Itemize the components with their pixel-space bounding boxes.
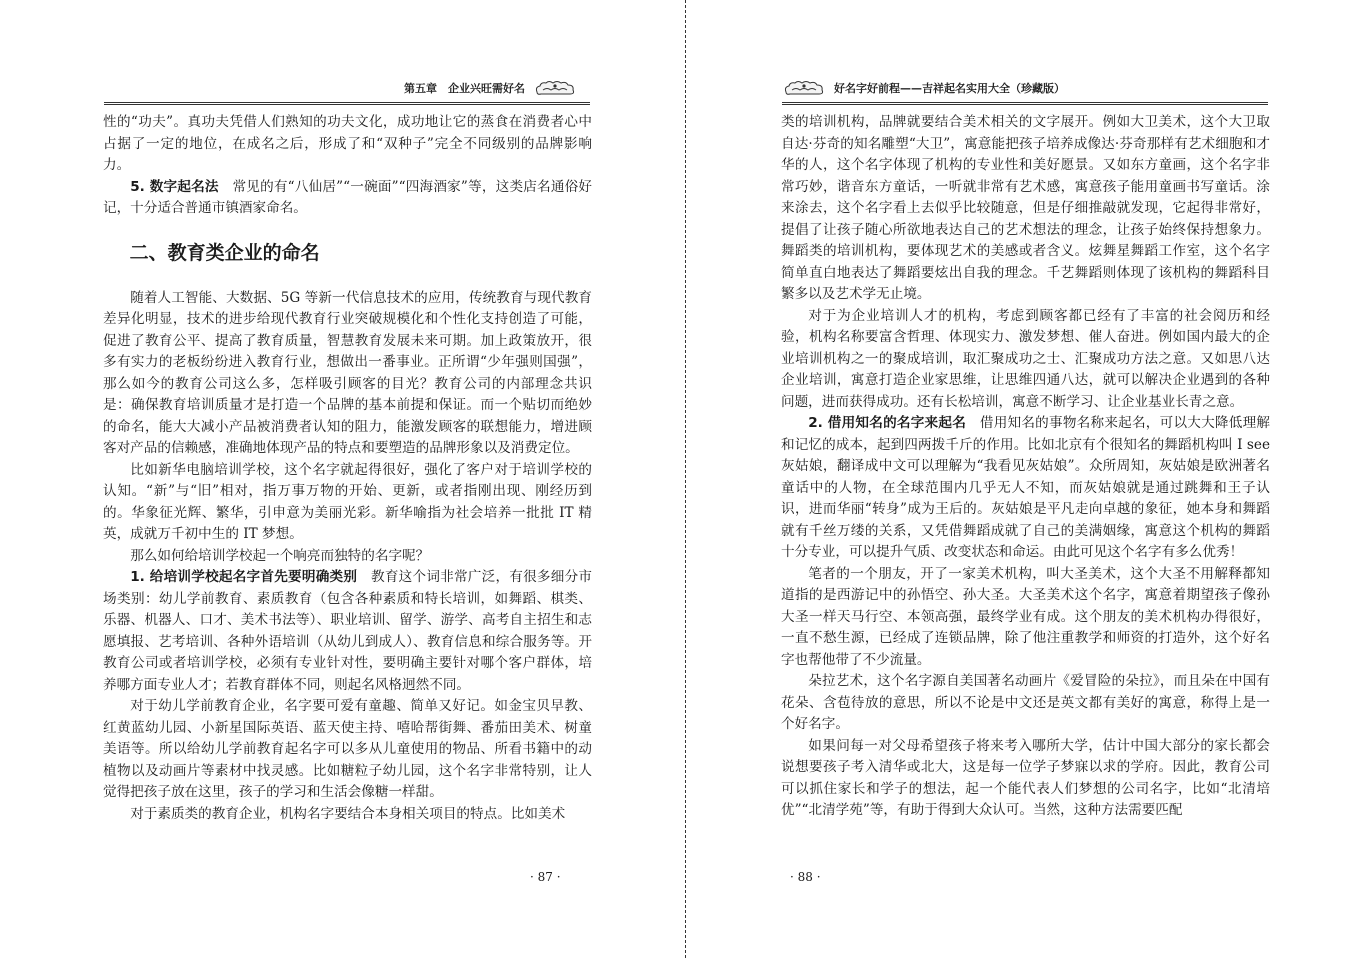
paragraph: 朵拉艺术，这个名字源自美国著名动画片《爱冒险的朵拉》，而且朵在中国有花朵、含苞待放的意思，所以不论是中文还是英文都有美好的寓意，称得上是一个好名字。 <box>781 673 1270 732</box>
paragraph: 笔者的一个朋友，开了一家美术机构，叫大圣美术，这个大圣不用解释都知道指的是西游记中的孙悟空、孙大圣。大圣美术这个名字，寓意着期望孩子像孙大圣一样天马行空、本领高强，最终学业有成。这个朋友的美术机构办得很好，一直不愁生源，已经成了连锁品牌，除了他注重教学和师资的打造外，这个好名字也帮他带了不少流量。 <box>781 565 1270 668</box>
page-number-right: · 88 · <box>790 870 821 884</box>
running-head-right <box>782 78 1065 98</box>
paragraph: 1. 给培训学校起名字首先要明确类别 教育这个词非常广泛，有很多细分市场类别：幼儿学前教育、素质教育（包含各种素质和特长培训，如舞蹈、棋类、乐器、机器人、口才、美术书法等）、职业培训、留学、游学、高考自主招生和志愿填报、艺考培训、各种外语培训（从幼儿到成人）、教育信息和综合服务等。开教育公司或者培训学校，必须有专业针对性，要明确主要针对哪个客户群体，培养哪方面专业人才；若教育群体不同，则起名风格迥然不同。 <box>103 569 593 693</box>
paragraph: 那么如何给培训学校起一个响亮而独特的名字呢？ <box>130 547 430 564</box>
paragraph: 比如新华电脑培训学校，这个名字就起得很好，强化了客户对于培训学校的认知。“新”与“旧”相对，指万事万物的开始、更新，或者指刚出现、刚经历到的。华象征光辉、繁华，引申意为美丽光彩。新华喻指为社会培养一批批 IT 精英，成就万千初中生的 IT 梦想。 <box>103 461 592 542</box>
running-head-left <box>404 78 577 98</box>
running-head-left-text: 第五章 企业兴旺需好名 <box>404 82 525 95</box>
paragraph: 对于幼儿学前教育企业，名字要可爱有童趣、简单又好记。如金宝贝早教、红黄蓝幼儿园、小新星国际英语、蓝天使主持、嘻哈帮街舞、番茄田美术、树童美语等。所以给幼儿学前教育起名字可以多从儿童使用的物品、所看书籍中的动植物以及动画片等素材中找灵感。比如糖粒子幼儿园，这个名字非常特别，让人觉得把孩子放在这里，孩子的学习和生活会像糖一样甜。 <box>103 698 592 800</box>
section-heading: 二、教育类企业的命名 <box>129 241 320 264</box>
header-rule <box>782 102 1268 105</box>
paragraph: 性的“功夫”。真功夫凭借人们熟知的功夫文化，成功地让它的蒸食在消费者心中占据了一定的地位，在成名之后，形成了和“双种子”完全不同级别的品牌影响力。 <box>103 114 592 173</box>
paragraph: 如果问每一对父母希望孩子将来考入哪所大学，估计中国大部分的家长都会说想要孩子考入清华或北大，这是每一位学子梦寐以求的学府。因此，教育公司可以抓住家长和学子的想法，起一个能代表人们梦想的公司名字，比如“北清培优”“北清学苑”等，有助于得到大众认可。当然，这种方法需要匹配 <box>781 737 1270 818</box>
paragraph: 对于素质类的教育企业，机构名字要结合本身相关项目的特点。比如美术 <box>130 805 566 822</box>
left-body-text <box>103 112 592 825</box>
cloud-ornament-icon <box>533 79 577 97</box>
paragraph-lead: 1. 给培训学校起名字首先要明确类别 <box>130 569 358 585</box>
paragraph: 5. 数字起名法 常见的有“八仙居”“一碗面”“四海酒家”等，这类店名通俗好记，十分适合普通市镇酒家命名。 <box>103 178 592 216</box>
running-head-right-text: 好名字好前程——吉祥起名实用大全（珍藏版） <box>834 82 1065 95</box>
paragraph: 类的培训机构，品牌就要结合美术相关的文字展开。例如大卫美术，这个大卫取自达·芬奇的知名雕塑“大卫”，寓意能把孩子培养成像达·芬奇那样有艺术细胞和才华的人，这个名字体现了机构的专业性和美好愿景。又如东方童画，这个名字非常巧妙，谐音东方童话，一听就非常有艺术感，寓意孩子能用童画书写童话。涂来涂去，这个名字看上去似乎比较随意，但是仔细推敲就发现，它起得非常好，提倡了让孩子随心所欲地表达自己的艺术想法的理念，让孩子始终保持想象力。舞蹈类的培训机构，要体现艺术的美感或者含义。炫舞星舞蹈工作室，这个名字简单直白地表达了舞蹈要炫出自我的理念。千艺舞蹈则体现了该机构的舞蹈科目繁多以及艺术学无止境。 <box>781 114 1270 302</box>
paragraph-lead: 5. 数字起名法 <box>130 178 219 195</box>
paragraph: 2. 借用知名的名字来起名 借用知名的事物名称来起名，可以大大降低理解和记忆的成本，起到四两拨千斤的作用。比如北京有个很知名的舞蹈机构叫 I see 灰姑娘，翻译成中文可以理解为“我看见灰姑娘”。众所周知，灰姑娘是欧洲著名童话中的人物，在全球范围内几乎无人不知，而灰姑娘就是通过跳舞和王子认识，进而华丽“转身”成为王后的。灰姑娘是平凡走向卓越的象征，她本身和舞蹈就有千丝万缕的关系，又凭借舞蹈成就了自己的美满姻缘，寓意这个机构的舞蹈十分专业，可以提升气质、改变状态和命运。由此可见这个名字有多么优秀！ <box>781 415 1270 560</box>
cloud-ornament-icon <box>782 79 826 97</box>
header-rule <box>104 102 590 105</box>
paragraph: 随着人工智能、大数据、5G 等新一代信息技术的应用，传统教育与现代教育差异化明显，技术的进步给现代教育行业突破规模化和个性化支持创造了可能，促进了教育公平、提高了教育质量，智慧教育发展未来可期。加上政策放开，很多有实力的老板纷纷进入教育行业，想做出一番事业。正所谓“少年强则国强”，那么如今的教育公司这么多，怎样吸引顾客的目光？教育公司的内部理念共识是：确保教育培训质量才是打造一个品牌的基本前提和保证。而一个贴切而绝妙的命名，能大大减小产品被消费者认知的阻力，能激发顾客的联想能力，增进顾客对产品的信赖感，准确地体现产品的特点和要塑造的品牌形象以及消费定位。 <box>103 289 592 456</box>
right-body-text <box>781 112 1270 822</box>
paragraph: 对于为企业培训人才的机构，考虑到顾客都已经有了丰富的社会阅历和经验，机构名称要富含哲理、体现实力、激发梦想、催人奋进。例如国内最大的企业培训机构之一的聚成培训，取汇聚成功之士、汇聚成功方法之意。又如思八达企业培训，寓意打造企业家思维，让思维四通八达，就可以解决企业遇到的各种问题，进而获得成功。还有长松培训，寓意不断学习、让企业基业长青之意。 <box>781 307 1270 410</box>
paragraph-lead: 2. 借用知名的名字来起名 <box>808 415 967 431</box>
page-number-left: · 87 · <box>530 870 561 884</box>
right-page <box>686 0 1370 958</box>
